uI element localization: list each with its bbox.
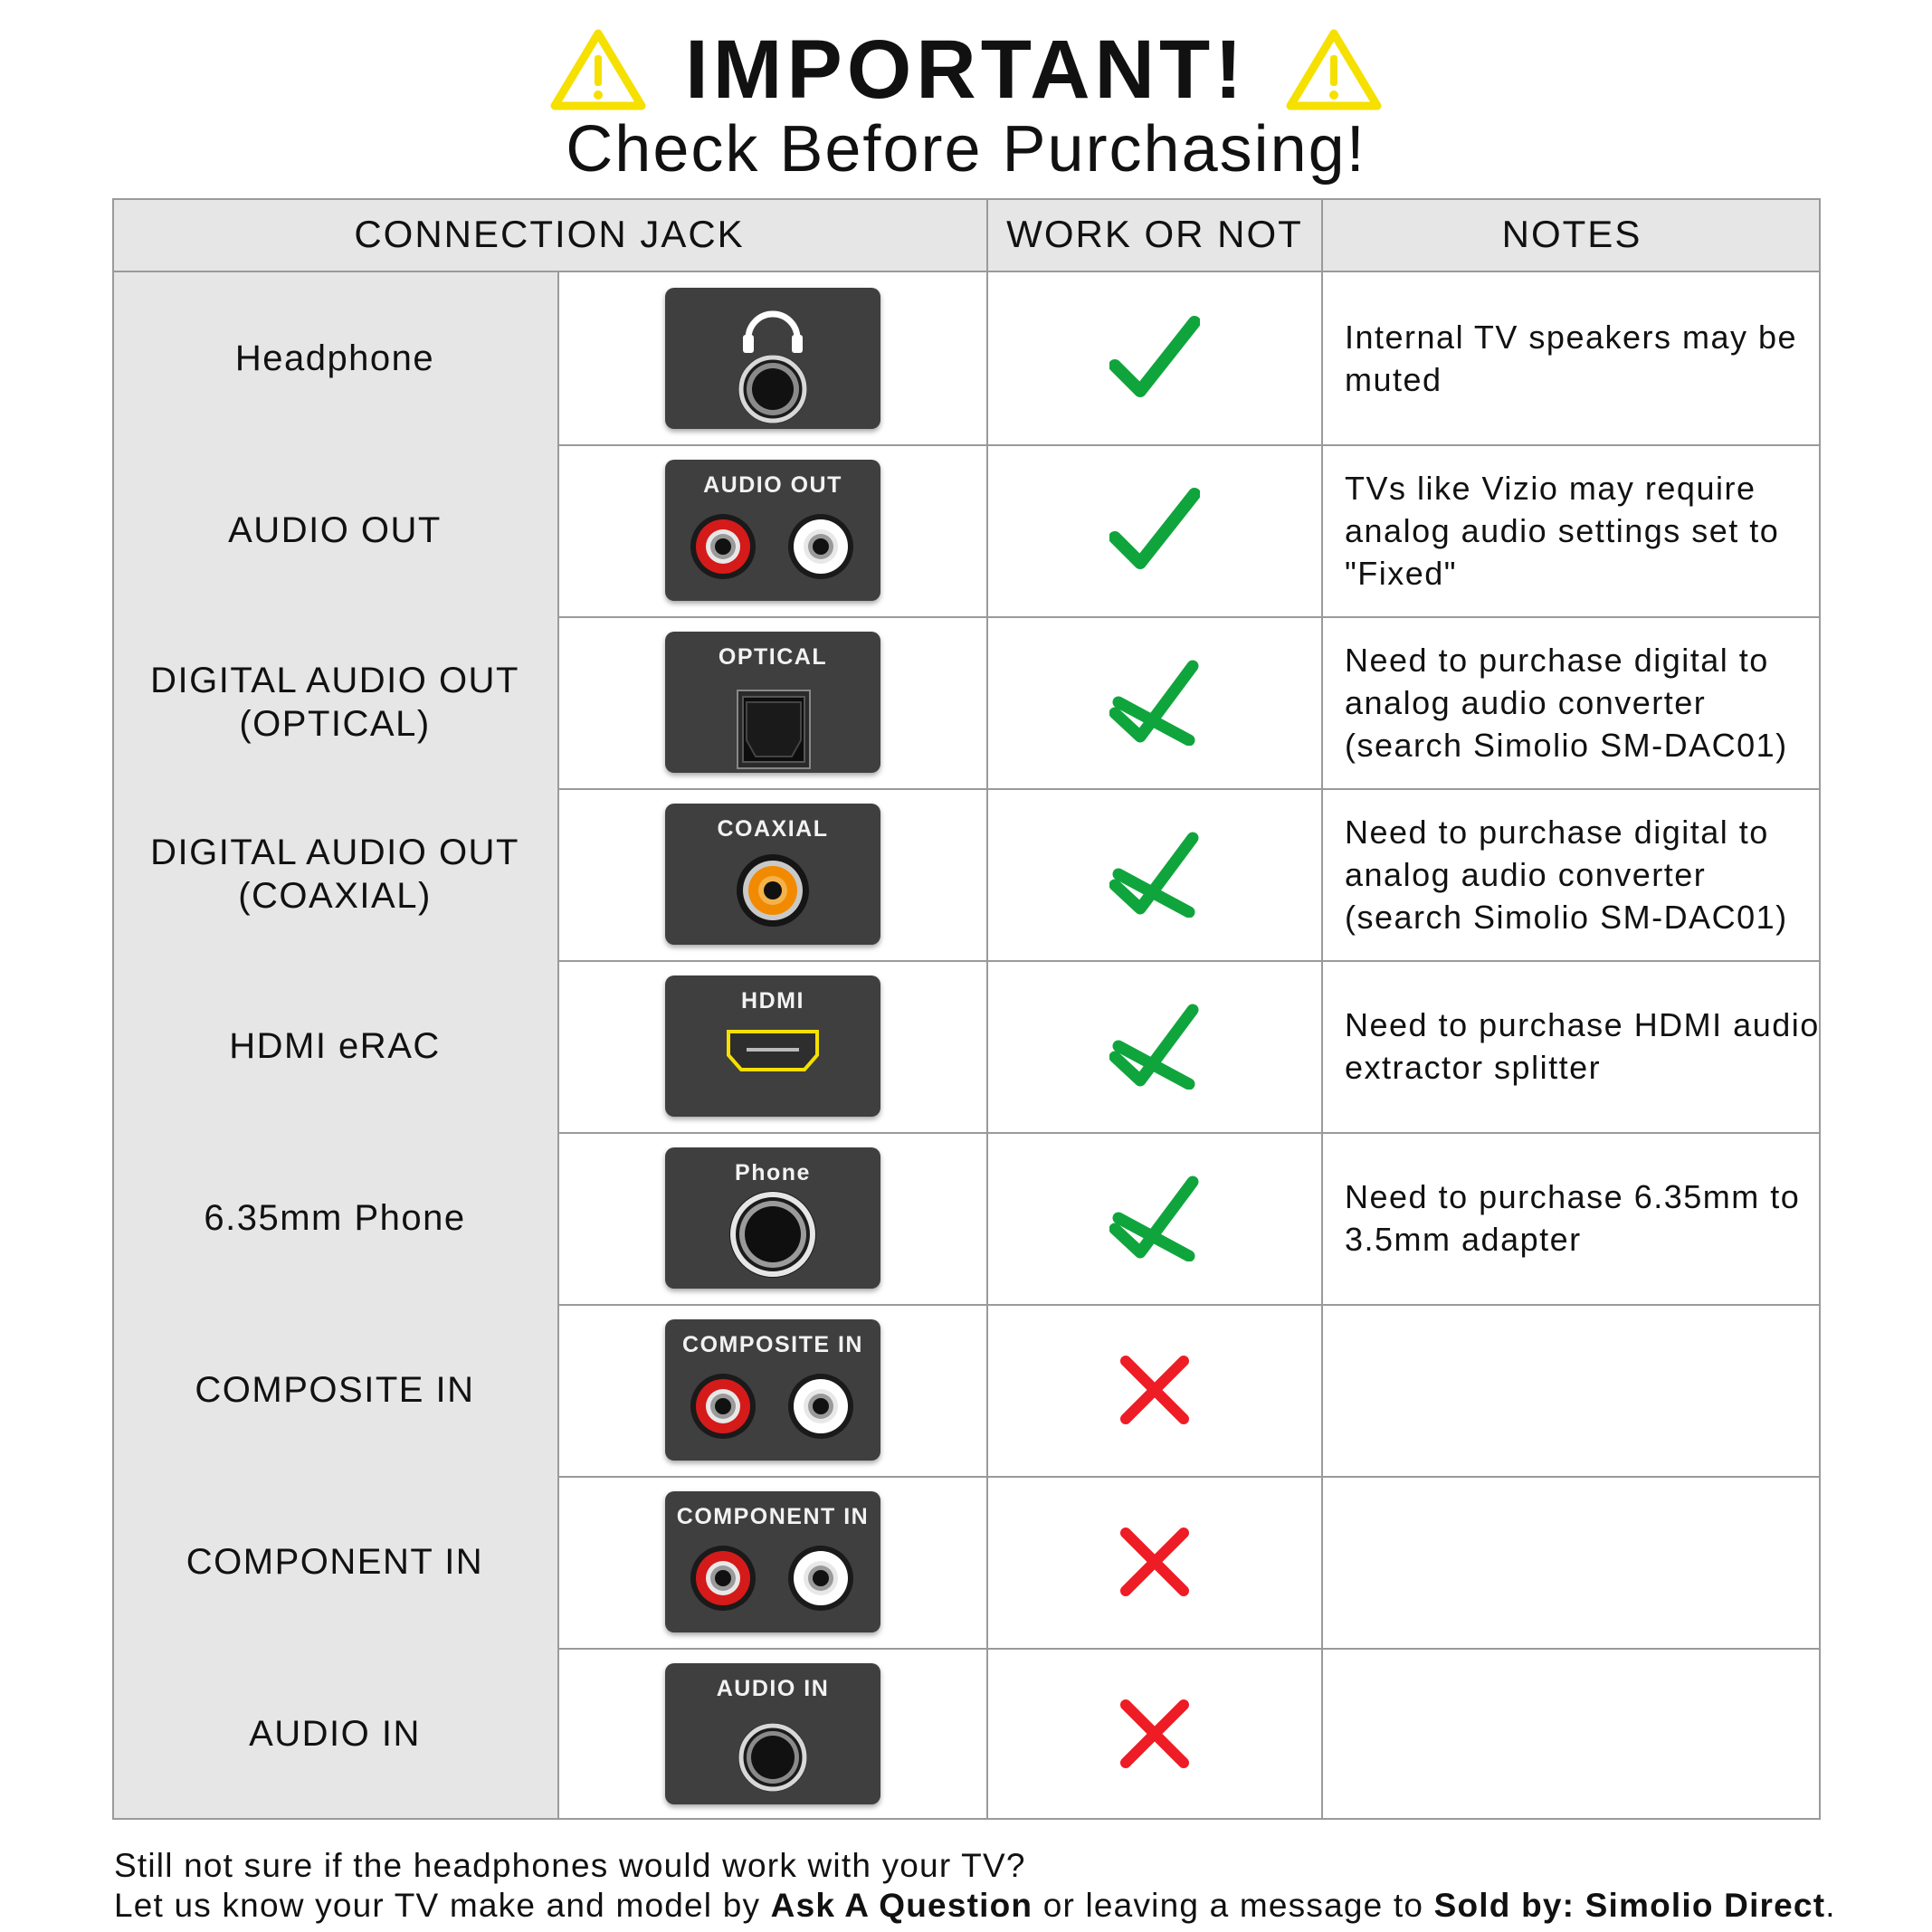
jack-image-cell [559,1132,988,1304]
phone-jack-icon [665,1147,880,1289]
page-title: IMPORTANT! [685,24,1247,116]
column-header-notes: NOTES [1323,198,1821,272]
work-status [988,788,1323,960]
audio-in-jack-icon [665,1663,880,1804]
hdmi-port-icon [665,976,880,1117]
rca-red-white-icon [665,460,880,601]
check-icon [1109,487,1200,574]
work-status [988,1132,1323,1304]
table-row [112,960,1821,1134]
jack-image-cell [559,616,988,788]
jack-label: COMPONENT IN [676,1504,870,1529]
column-header-connection-jack: CONNECTION JACK [112,198,988,272]
page-header [0,0,1932,195]
table-row [112,1132,1821,1306]
jack-image-cell [559,1476,988,1648]
warning-icon [549,26,647,113]
check-with-adapter-icon [1109,659,1200,746]
title-row [0,20,1932,119]
column-header-work-or-not: WORK OR NOT [988,198,1323,272]
jack-label: OPTICAL [718,644,828,670]
table-row [112,272,1821,446]
jack-image-cell [559,444,988,616]
jack-label: HDMI [741,988,804,1014]
jack-image-cell [559,960,988,1132]
connection-name: 6.35mm Phone [112,1132,559,1304]
table-row [112,444,1821,618]
work-status [988,1476,1323,1648]
jack-image-cell [559,1648,988,1820]
work-status [988,1648,1323,1820]
note-text: Need to purchase digital to analog audio converter (search Simolio SM-DAC01) [1345,813,1788,936]
note-text: Need to purchase HDMI audio extractor splitter [1345,1006,1820,1086]
rca-red-white-icon [665,1319,880,1461]
connection-name: COMPONENT IN [112,1476,559,1648]
check-with-adapter-icon [1109,1003,1200,1090]
work-status [988,616,1323,788]
jack-panel [665,460,880,601]
compatibility-table [112,198,1821,1820]
work-status [988,1304,1323,1476]
note-text: Need to purchase 6.35mm to 3.5mm adapter [1345,1178,1801,1258]
table-row [112,788,1821,962]
jack-panel [665,1491,880,1632]
optical-port-icon [665,632,880,773]
jack-panel [665,632,880,773]
jack-panel [665,1663,880,1804]
cross-icon [1118,1354,1191,1426]
connection-name: AUDIO OUT [112,444,559,616]
jack-image-cell [559,1304,988,1476]
connection-name: COMPOSITE IN [112,1304,559,1476]
jack-panel [665,804,880,945]
headphone-jack-icon [665,288,880,429]
check-icon [1109,315,1200,402]
table-row [112,1476,1821,1650]
note-text: TVs like Vizio may require analog audio settings set to "Fixed" [1345,469,1780,592]
note-text [1323,1648,1821,1820]
jack-label: COMPOSITE IN [682,1332,863,1357]
work-status [988,960,1323,1132]
connection-name: DIGITAL AUDIO OUT (COAXIAL) [112,788,559,960]
note-text: Internal TV speakers may be muted [1345,319,1798,398]
note-text [1323,1304,1821,1476]
jack-panel [665,288,880,429]
jack-label: COAXIAL [717,816,829,842]
jack-panel [665,976,880,1117]
note-text: Need to purchase digital to analog audio converter (search Simolio SM-DAC01) [1345,641,1788,764]
connection-name: AUDIO IN [112,1648,559,1820]
coaxial-orange-icon [665,804,880,945]
page-subtitle: Check Before Purchasing! [566,113,1366,186]
check-with-adapter-icon [1109,831,1200,918]
cross-icon [1118,1526,1191,1598]
warning-icon [1285,26,1383,113]
rca-red-white-icon [665,1491,880,1632]
connection-name: DIGITAL AUDIO OUT (OPTICAL) [112,616,559,788]
table-row [112,1648,1821,1820]
check-with-adapter-icon [1109,1175,1200,1261]
jack-panel [665,1319,880,1461]
connection-name: Headphone [112,272,559,444]
connection-name: HDMI eRAC [112,960,559,1132]
seller-name-link[interactable]: Sold by: Simolio Direct [1433,1887,1826,1924]
note-text [1323,1476,1821,1648]
jack-image-cell [559,272,988,444]
jack-image-cell [559,788,988,960]
table-row [112,616,1821,790]
cross-icon [1118,1698,1191,1770]
table-row [112,1304,1821,1478]
work-status [988,444,1323,616]
footer-line-2: Let us know your TV make and model by Ask A Question or leaving a message to Sold by: Simolio Direct. [114,1887,1836,1924]
jack-label: Phone [735,1160,811,1185]
jack-label: AUDIO OUT [703,472,842,498]
footer-text [114,1846,1915,1926]
jack-panel [665,1147,880,1289]
jack-label: AUDIO IN [716,1676,830,1701]
footer-line-1: Still not sure if the headphones would work with your TV? [114,1847,1026,1884]
work-status [988,272,1323,444]
ask-a-question-link[interactable]: Ask A Question [770,1887,1033,1924]
